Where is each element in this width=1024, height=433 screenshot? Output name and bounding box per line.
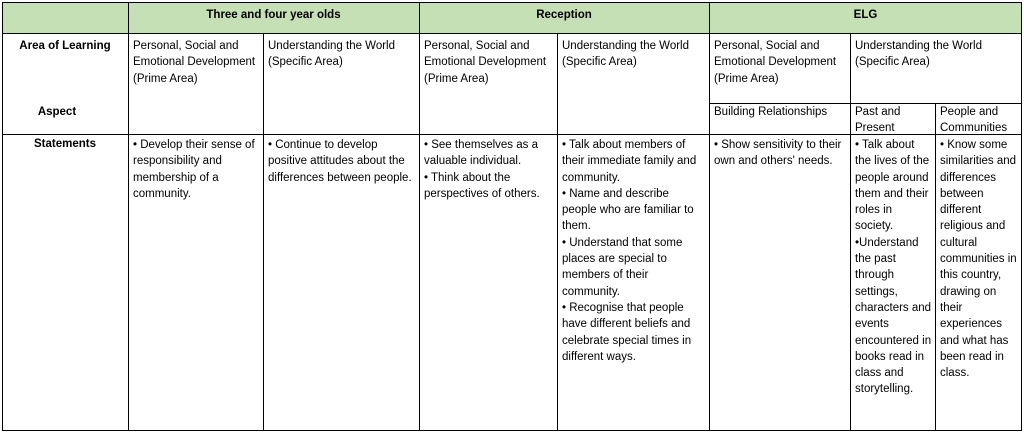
area-cell-6: Understanding the World (Specific Area) [855,40,982,69]
grid-line-right [1021,2,1022,431]
grid-line-statements-top [2,134,1022,135]
statement-cell-5 [709,132,850,170]
statement-cell-3 [419,132,557,202]
statement-item: • Understand that some places are special to members of their community. [562,236,683,298]
row-label-aspect: Aspect [37,106,77,118]
area-cell-5: Personal, Social and Emotional Development (Prime Area) [714,40,837,85]
header-blank [2,2,128,33]
grid-line-bottom [2,430,1022,431]
area-cell-4: Understanding the World (Specific Area) [562,40,689,69]
statement-cell-1 [128,132,263,202]
aspect-past-and-present: Past and Present [855,106,901,135]
statement-item: • Talk about the lives of the people around them and their roles in society. [855,139,930,233]
grid-line-top [2,2,1022,3]
statement-item: •Understand the past through settings, characters and events encountered in books read in class and storytelling. [855,236,932,396]
grid-line-col4 [557,33,558,431]
aspect-building-relationships: Building Relationships [714,106,828,118]
area-cell-2: Understanding the World (Specific Area) [268,40,395,69]
area-cell-3: Personal, Social and Emotional Development (Prime Area) [424,40,547,85]
statement-item: • Develop their sense of responsibility and membership of a community. [133,139,255,200]
grid-line-col5 [709,2,710,431]
grid-line-col6-split [935,103,936,431]
grid-line-col2 [263,33,264,431]
grid-line-aspect-top [709,103,1022,104]
header-elg: ELG [709,2,1022,33]
grid-line-col6 [850,33,851,431]
grid-line-header-bottom [2,33,1022,34]
grid-line-left [2,2,3,431]
statement-item: • Think about the perspectives of others. [424,171,540,200]
statement-item: • Show sensitivity to their own and others' needs. [714,139,842,168]
aspect-people-and-communities: People and Communities [940,106,1008,135]
grid-line-col1 [128,2,129,431]
header-reception: Reception [419,2,709,33]
statement-cell-4 [557,132,709,365]
statement-cell-6b [935,132,1022,381]
statement-cell-6a [850,132,935,398]
area-cell-1: Personal, Social and Emotional Development (Prime Area) [133,40,256,85]
row-label-area-of-learning: Area of Learning [19,40,111,52]
header-three-four-year-olds: Three and four year olds [128,2,419,33]
row-label-statements: Statements [34,138,96,150]
statement-item: • Know some similarities and differences between different religious and cultural communities in this country, drawing on their experiences and what has been read in class. [940,139,1017,380]
grid-line-col3 [419,2,420,431]
statement-item: • Name and describe people who are familiar to them. [562,187,694,233]
statement-item: • Talk about members of their immediate family and community. [562,139,697,184]
statement-item: • Continue to develop positive attitudes about the differences between people. [268,139,412,184]
statement-cell-2 [263,132,419,186]
statement-item: • See themselves as a valuable individual. [424,139,538,168]
statement-item: • Recognise that people have different beliefs and celebrate special times in different ways. [562,301,692,363]
